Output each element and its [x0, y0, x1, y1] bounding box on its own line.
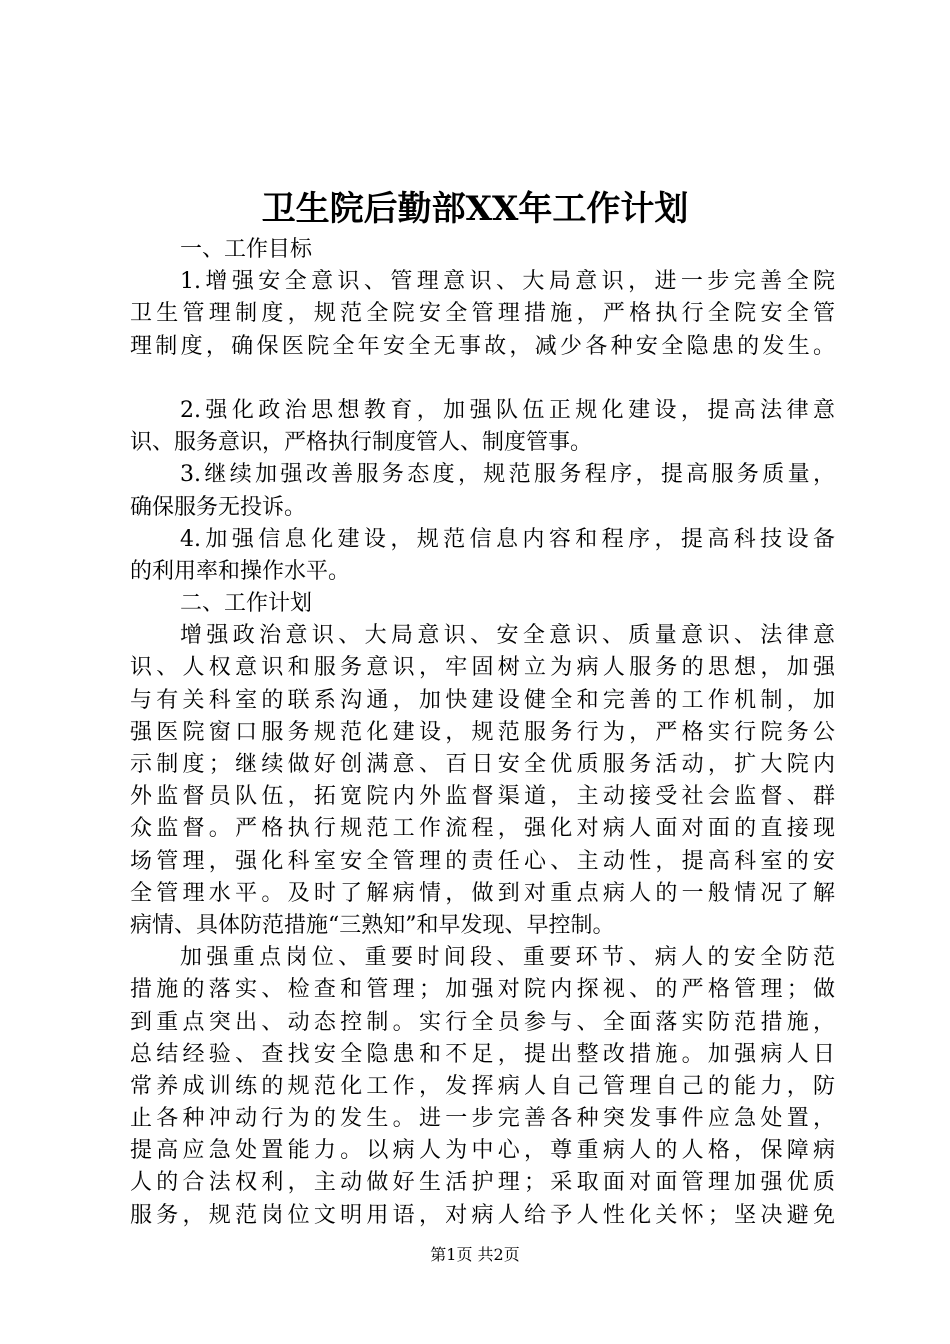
document-title: 卫生院后勤部XX年工作计划 — [261, 189, 689, 229]
text-line: 2.强化政治思想教育，加强队伍正规化建设，提高法律意 — [180, 397, 835, 423]
text-line: 与有关科室的联系沟通，加快建设健全和完善的工作机制，加 — [130, 687, 835, 713]
text-line: 人的合法权利，主动做好生活护理；采取面对面管理加强优质 — [130, 1170, 835, 1196]
text-line: 措施的落实、检查和管理；加强对院内探视、的严格管理；做 — [130, 977, 835, 1003]
page-footer: 第1页 共2页 — [430, 1245, 520, 1264]
text-line: 场管理，强化科室安全管理的责任心、主动性，提高科室的安 — [130, 848, 835, 874]
text-line: 到重点突出、动态控制。实行全员参与、全面落实防范措施， — [130, 1009, 835, 1035]
section-heading: 一、工作目标 — [180, 237, 313, 262]
text-line: 示制度；继续做好创满意、百日安全优质服务活动，扩大院内 — [130, 752, 835, 777]
section-heading: 二、工作计划 — [180, 591, 313, 617]
text-line: 的利用率和操作水平。 — [130, 558, 351, 584]
text-line: 众监督。严格执行规范工作流程，强化对病人面对面的直接现 — [130, 816, 835, 842]
text-line: 确保服务无投诉。 — [130, 494, 307, 520]
text-line: 加强重点岗位、重要时间段、重要环节、病人的安全防范 — [180, 945, 835, 971]
text-line: 理制度，确保医院全年安全无事故，减少各种安全隐患的发生。 — [130, 333, 835, 359]
text-line: 识、服务意识，严格执行制度管人、制度管事。 — [130, 430, 593, 456]
text-line: 识、人权意识和服务意识，牢固树立为病人服务的思想，加强 — [130, 655, 835, 681]
text-line: 1.增强安全意识、管理意识、大局意识，进一步完善全院 — [180, 269, 835, 295]
text-line: 3.继续加强改善服务态度，规范服务程序，提高服务质量， — [180, 462, 835, 488]
text-line: 4.加强信息化建设，规范信息内容和程序，提高科技设备 — [180, 526, 835, 552]
text-line: 卫生管理制度，规范全院安全管理措施，严格执行全院安全管 — [130, 301, 835, 327]
text-line: 止各种冲动行为的发生。进一步完善各种突发事件应急处置， — [130, 1106, 835, 1132]
text-line: 增强政治意识、大局意识、安全意识、质量意识、法律意 — [180, 623, 835, 649]
document-body — [130, 234, 835, 1232]
text-line: 外监督员队伍，拓宽院内外监督渠道，主动接受社会监督、群 — [130, 784, 835, 810]
text-line: 全管理水平。及时了解病情，做到对重点病人的一般情况了解 — [130, 880, 835, 906]
text-line: 常养成训练的规范化工作，发挥病人自己管理自己的能力，防 — [130, 1073, 835, 1099]
text-line: 总结经验、查找安全隐患和不足，提出整改措施。加强病人日 — [130, 1041, 835, 1067]
paragraph-gap — [130, 363, 835, 395]
text-line: 提高应急处置能力。以病人为中心，尊重病人的人格，保障病 — [130, 1138, 835, 1164]
text-line: 病情、具体防范措施“三熟知”和早发现、早控制。 — [130, 912, 615, 938]
text-line: 强医院窗口服务规范化建设，规范服务行为，严格实行院务公 — [130, 719, 835, 745]
text-line: 服务，规范岗位文明用语，对病人给予人性化关怀；坚决避免 — [130, 1202, 835, 1228]
